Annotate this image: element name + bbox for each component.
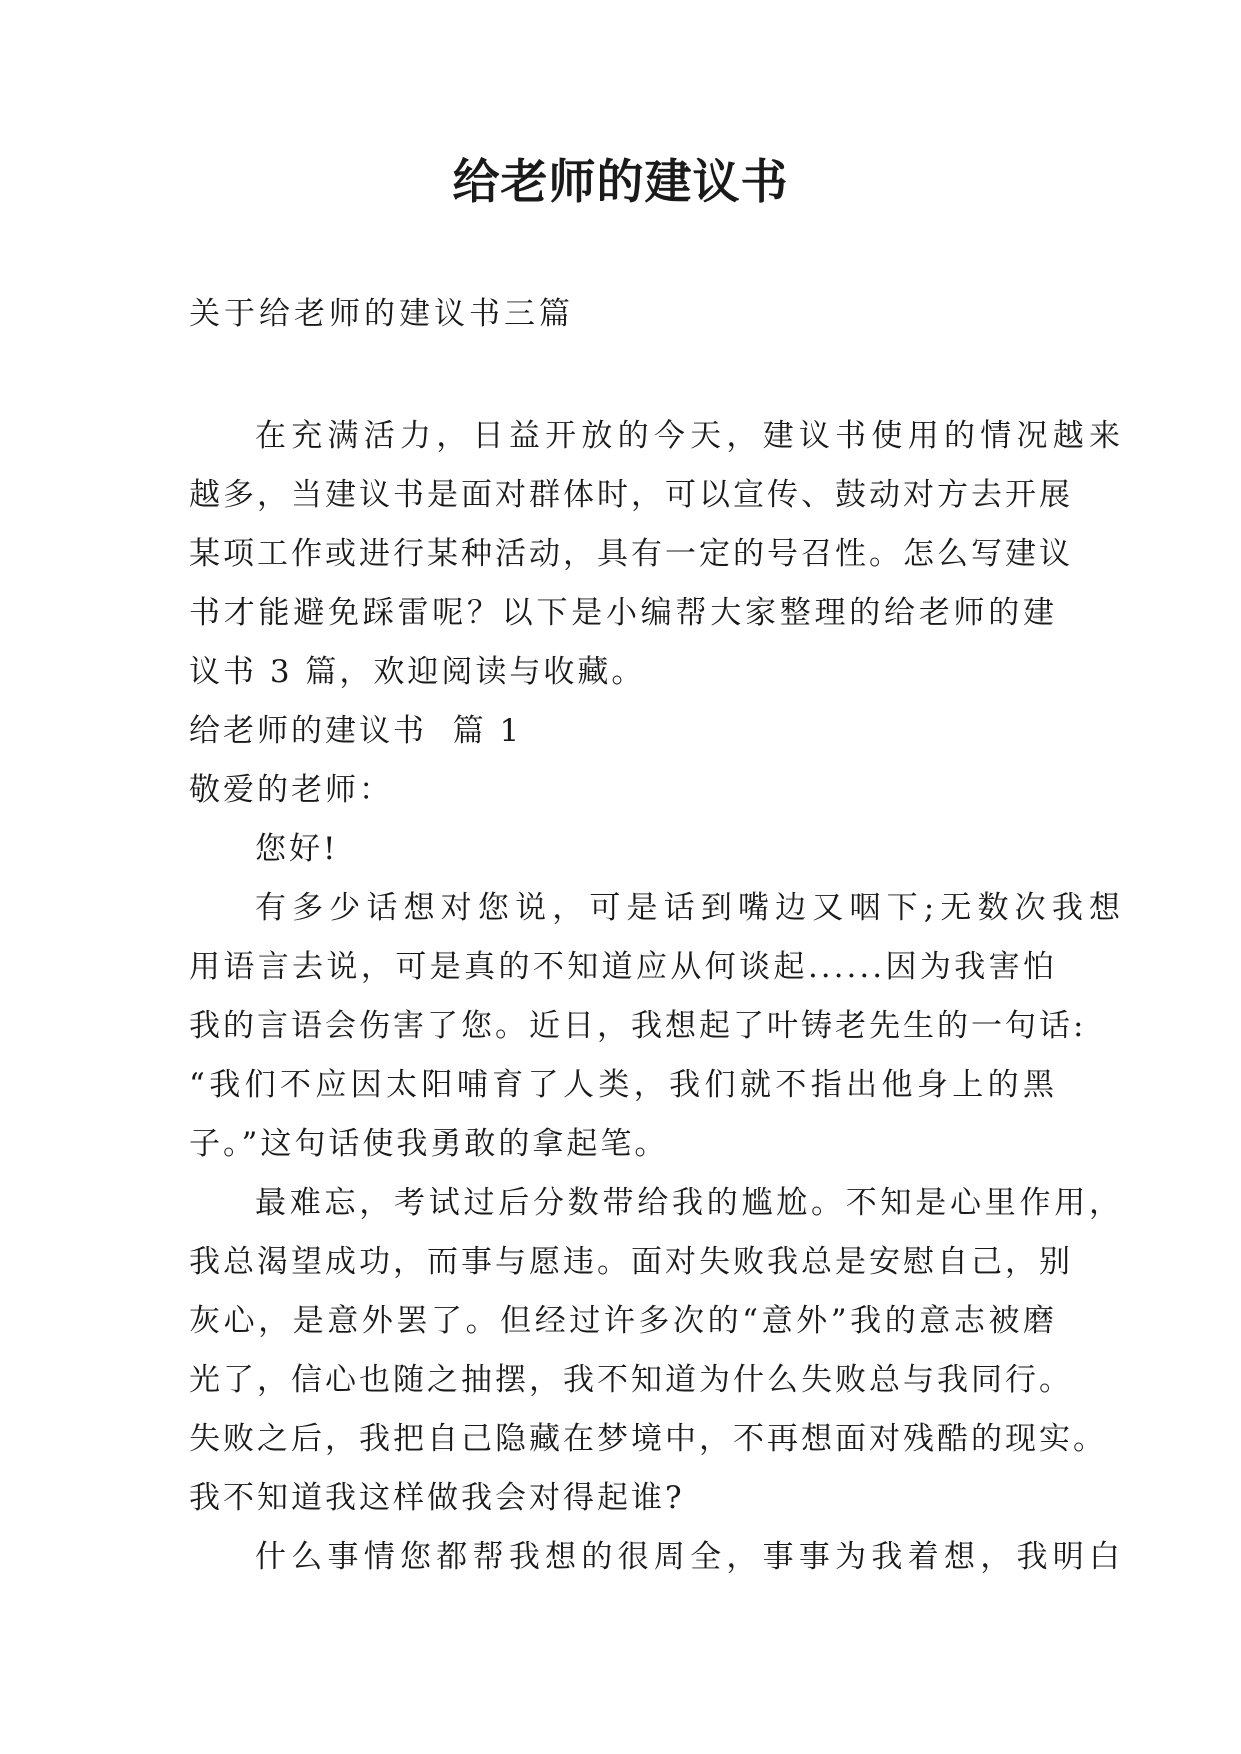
paragraph-line: 什么事情您都帮我想的很周全，事事为我着想，我明白 (255, 1539, 1123, 1575)
paragraph-line: 子。”这句话使我勇敢的拿起笔。 (189, 1126, 669, 1162)
salutation: 敬爱的老师： (189, 772, 393, 808)
section-heading: 给老师的建议书 篇 1 (189, 713, 523, 749)
document-subtitle: 关于给老师的建议书三篇 (189, 296, 574, 332)
paragraph-line: “我们不应因太阳哺育了人类，我们就不指出他身上的黑 (189, 1067, 1057, 1103)
paragraph-line: 最难忘，考试过后分数带给我的尴尬。不知是心里作用， (255, 1185, 1123, 1221)
paragraph-line: 我不知道我这样做我会对得起谁? (189, 1480, 685, 1516)
paragraph-line: 光了，信心也随之抽摆，我不知道为什么失败总与我同行。 (189, 1362, 1073, 1398)
paragraph-line: 某项工作或进行某种活动，具有一定的号召性。怎么写建议 (189, 536, 1073, 572)
paragraph-line: 在充满活力，日益开放的今天，建议书使用的情况越来 (255, 418, 1123, 454)
paragraph-line: 我的言语会伤害了您。近日，我想起了叶铸老先生的一句话: (189, 1008, 1087, 1044)
document-title: 给老师的建议书 (452, 155, 789, 210)
paragraph-line: 有多少话想对您说，可是话到嘴边又咽下;无数次我想 (255, 890, 1123, 926)
paragraph-line: 越多，当建议书是面对群体时，可以宣传、鼓动对方去开展 (189, 477, 1073, 513)
greeting: 您好! (255, 831, 339, 867)
paragraph-line: 议书 3 篇，欢迎阅读与收藏。 (189, 654, 646, 690)
paragraph-line: 灰心，是意外罢了。但经过许多次的“意外”我的意志被磨 (189, 1303, 1057, 1339)
document-body (189, 407, 1123, 1587)
paragraph-line: 我总渴望成功，而事与愿违。面对失败我总是安慰自己，别 (189, 1244, 1073, 1280)
paragraph-line: 失败之后，我把自己隐藏在梦境中，不再想面对残酷的现实。 (189, 1421, 1107, 1457)
paragraph-line: 书才能避免踩雷呢？以下是小编帮大家整理的给老师的建 (189, 595, 1057, 631)
paragraph-line: 用语言去说，可是真的不知道应从何谈起......因为我害怕 (189, 949, 1057, 985)
